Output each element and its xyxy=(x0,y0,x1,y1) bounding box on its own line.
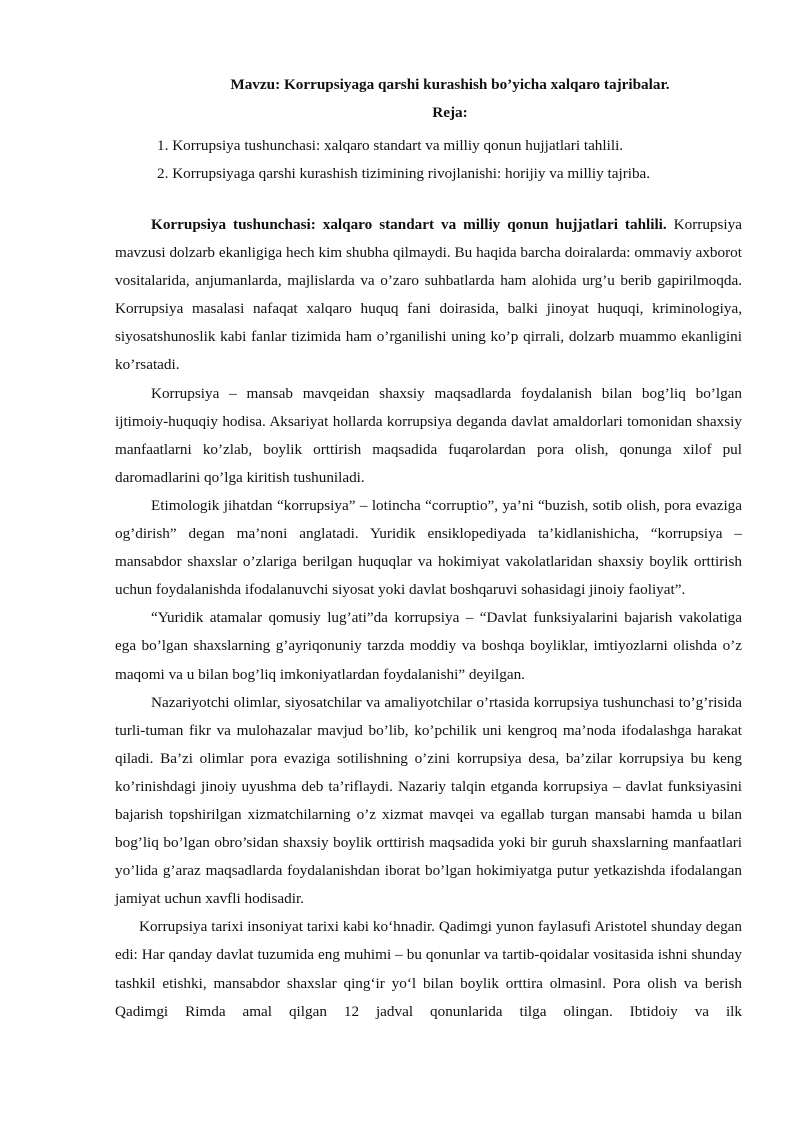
plan-heading: Reja: xyxy=(432,104,468,121)
paragraph xyxy=(115,211,742,380)
paragraph: Korrupsiya – mansab mavqeidan shaxsiy maqsadlarda foydalanish bilan bog’liq bo’lgan ijtimoiy-huquqiy hodisa. Aksariyat hollarda korrupsiya deganda davlat amaldorlari tomonidan shaxsiy manfaatlarni ko’zlab, boylik orttirish maqsadida fuqarolardan pora olish, qonunga xilof pul daromadlarini qo’lga kiritish tushuniladi. xyxy=(115,384,742,486)
page-title: Mavzu: Korrupsiyaga qarshi kurashish bo’yicha xalqaro tajribalar. xyxy=(230,76,670,93)
paragraph: “Yuridik atamalar qomusiy lug’ati”da korrupsiya – “Davlat funksiyalarini bajarish vakolatiga ega bo’lgan shaxslarning g’ayriqonuniy tarzda moddiy va boshqa boyliklar, imtiyozlarni olishda o’z maqomi va u bilan bog’liq imkoniyatlardan foydalanishi” deyilgan. xyxy=(115,609,742,683)
plan-item: 2. Korrupsiyaga qarshi kurashish tizimining rivojlanishi: horijiy va milliy tajriba. xyxy=(157,165,651,182)
plan-item: 1. Korrupsiya tushunchasi: xalqaro standart va milliy qonun hujjatlari tahlili. xyxy=(157,137,624,154)
paragraph: Korrupsiya tarixi insoniyat tarixi kabi ko‘hnadir. Qadimgi yunon faylasufi Aristotel shunday degan edi: Har qanday davlat tuzumida eng muhimi – bu qonunlar va tartib-qoidalar vositasida ishni shunday tashkil etishki, mansabdor shaxslar qing‘ir yo‘l bilan boylik orttira olmasin‖. Pora olish va berish Qadimgi Rimda amal qilgan 12 jadval qonunlarida tilga olingan. Ibtidoiy va ilk xyxy=(115,918,742,1020)
paragraph: Etimologik jihatdan “korrupsiya” – lotincha “corruptio”, ya’ni “buzish, sotib olish, pora evaziga og’dirish” degan ma’noni anglatadi. Yuridik ensiklopediyada ta’kidlanishicha, “korrupsiya – mansabdor shaxslar o’zlariga berilgan huquqlar va hokimiyat vakolatlaridan shaxsiy boylik orttirish uchun foydalanishda ifodalanuvchi siyosat yoki davlat boshqaruvi sohasidagi jinoiy faoliyat”. xyxy=(115,496,742,599)
section-heading: Korrupsiya tushunchasi: xalqaro standart va milliy qonun hujjatlari tahlili. xyxy=(151,216,667,233)
paragraph: Nazariyotchi olimlar, siyosatchilar va amaliyotchilar o’rtasida korrupsiya tushunchasi to’g’risida turli-tuman fikr va mulohazalar mavjud bo’lib, ko’pchilik uni kengroq ma’noda ifodalashga harakat qiladi. Ba’zi olimlar pora evaziga sotilishning o’zini korrupsiya desa, ba’zilar korrupsiya bu keng ko’rinishdagi jinoiy uyushma deb ta’riflaydi. Nazariy talqin etganda korrupsiya – davlat funksiyasini bajarish topshirilgan xizmatchilarning o’z xizmat mavqei va egallab turgan mansabi hamda u bilan bog’liq bo’lgan obro’sidan shaxsiy boylik orttirish maqsadida yoki bir guruh shaxslarning manfaatlari yo’lida g’araz maqsadlarda foydalanishdan iborat bo’lgan hokimiyatga putur yetkazishda ifodalangan jamiyat uchun xavfli hodisadir. xyxy=(115,693,742,908)
paragraph-text: Korrupsiya mavzusi dolzarb ekanligiga hech kim shubha qilmaydi. Bu haqida barcha doiralarda: ommaviy axborot vositalarida, anjumanlarda, majlislarda va o’zaro suhbatlarda ham alohida urg’u berib gapirilmoqda. Korrupsiya masalasi nafaqat xalqaro huquq fani doirasida, balki jinoyat huquqi, kriminologiya, siyosatshunoslik kabi fanlar tizimida ham o’rganilishi uning ko’p qirrali, dolzarb muammo ekanligini ko’rsatadi. xyxy=(115,216,742,374)
plan-list xyxy=(157,132,757,188)
document-body xyxy=(115,211,742,1026)
